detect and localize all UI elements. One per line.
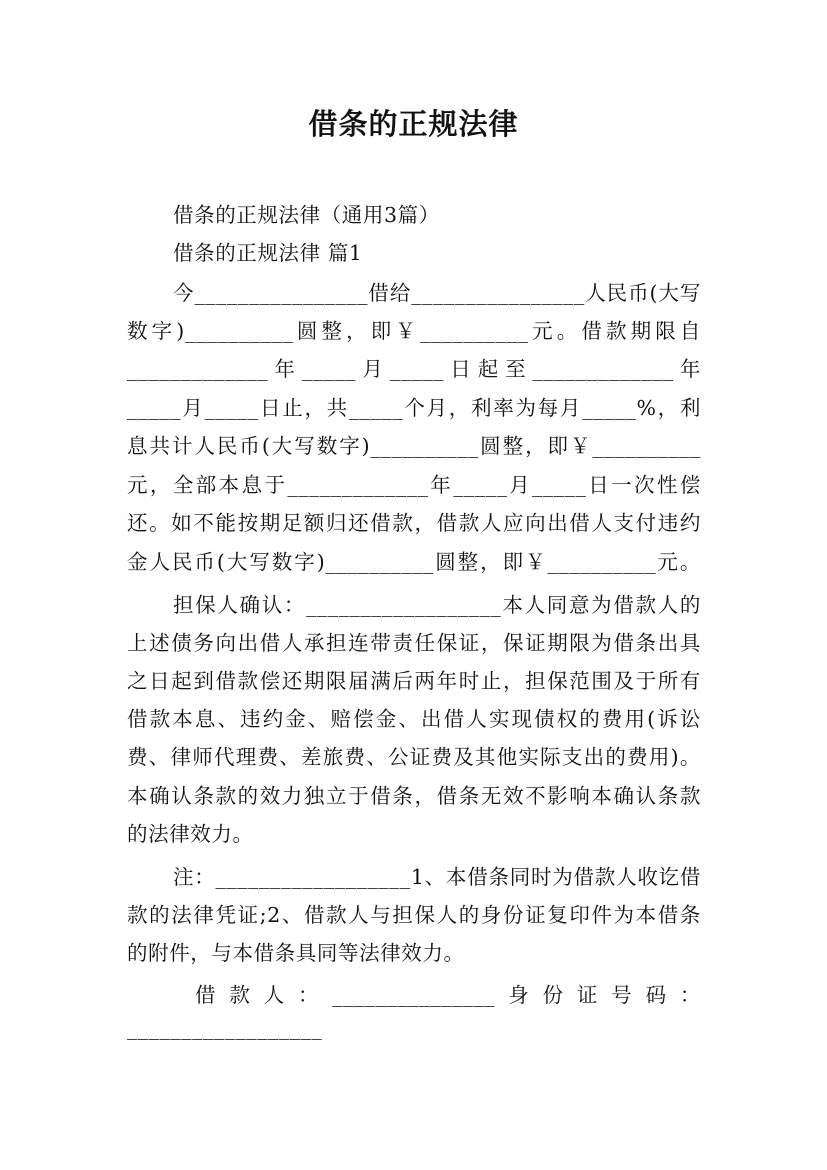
document-subtitle: 借条的正规法律（通用3篇） [173,203,440,227]
section-heading: 借条的正规法律 篇1 [173,241,363,265]
paragraph-line: 费、律师代理费、差旅费、公证费及其他实际支出的费用)。 [127,745,701,769]
paragraph-line: 的附件，与本借条具同等法律效力。 [127,941,465,965]
paragraph-line: 借款本息、违约金、赔偿金、出借人实现债权的费用(诉讼 [127,707,701,731]
borrower-signature-line: 借款人：_______________身份证号码： [195,983,701,1007]
paragraph-line: 上述债务向出借人承担连带责任保证，保证期限为借条出具 [127,631,701,655]
paragraph-line: _____________年_____月_____日起至_____________年 [127,357,701,381]
document-title: 借条的正规法律 [308,107,519,141]
paragraph-line: 数字)__________圆整，即￥__________元。借款期限自 [127,319,701,343]
paragraph-line: 注：__________________1、本借条同时为借款人收讫借 [173,865,701,889]
paragraph-line: 今________________借给________________人民币(大写 [173,281,701,305]
paragraph-line: 元，全部本息于_____________年_____月_____日一次性偿 [127,473,701,497]
paragraph-line: 金人民币(大写数字)__________圆整，即￥__________元。 [127,550,701,574]
paragraph-line: 担保人确认：__________________本人同意为借款人的 [173,593,701,617]
paragraph-line: 息共计人民币(大写数字)__________圆整，即￥__________ [127,434,701,458]
paragraph-line: 还。如不能按期足额归还借款，借款人应向出借人支付违约 [127,511,701,535]
paragraph-line: _____月_____日止，共_____个月，利率为每月_____%，利 [127,396,701,420]
paragraph-line: 的法律效力。 [127,822,254,846]
paragraph-line: 款的法律凭证;2、借款人与担保人的身份证复印件为本借条 [127,903,701,927]
paragraph-line: 之日起到借款偿还期限届满后两年时止，担保范围及于所有 [127,669,701,693]
paragraph-line: 本确认条款的效力独立于借条，借条无效不影响本确认条款 [127,784,701,808]
id-number-line: __________________ [127,1016,323,1040]
